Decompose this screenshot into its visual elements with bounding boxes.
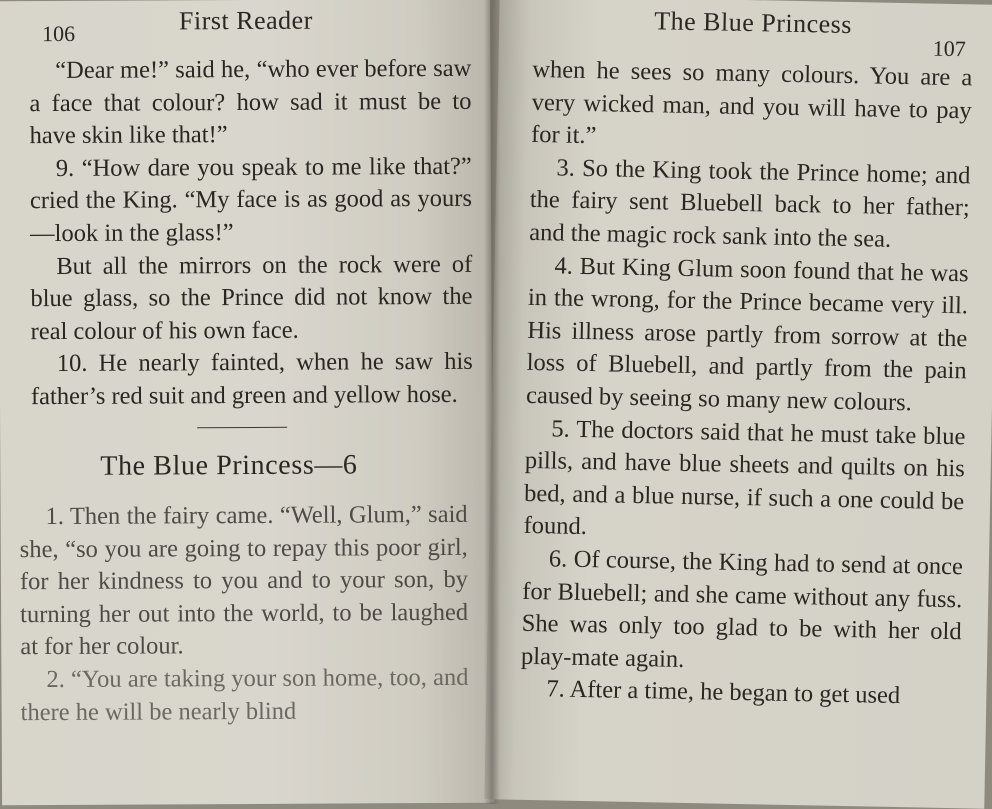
left-body-text [29, 53, 473, 414]
right-page [484, 0, 992, 809]
left-page-number: 106 [42, 20, 76, 47]
right-body-text [520, 54, 972, 714]
left-page [0, 0, 494, 805]
paragraph-10: 10. He nearly fainted, when he saw his father’s red suit and green and yellow hose. [30, 348, 473, 411]
section-divider [197, 427, 287, 428]
right-running-head: The Blue Princess [654, 6, 853, 40]
paragraph-6: 6. Of course, the King had to send at once for Bluebell; and she came without any fuss. She was only too glad to be with her old play-mate again. [520, 545, 964, 673]
book-gutter [484, 0, 500, 804]
chapter-paragraph-2: 2. “You are taking your son home, too, and there he will be nearly blind [20, 663, 469, 726]
paragraph-3: 3. So the King took the Prince home; and the fairy sent Bluebell back to her father; and the magic rock sank into the sea. [528, 154, 971, 253]
chapter-title: The Blue Princess—6 [100, 449, 358, 482]
paragraph-continued: when he sees so many colours. You are a very wicked man, and you will have to pay for it.” [530, 55, 973, 150]
chapter-body-text [20, 499, 469, 729]
paragraph-9-continued: But all the mirrors on the rock were of blue glass, so the Prince did not know the real colour of his own face. [30, 250, 473, 345]
paragraph-9: 9. “How dare you speak to me like that?” cried the King. “My face is as good as yours—look in the glass!” [29, 152, 473, 248]
paragraph-dear-me: “Dear me!” said he, “who ever before saw a face that colour? how sad it must be to have skin like that!” [29, 54, 472, 150]
paragraph-4: 4. But King Glum soon found that he was in the wrong, for the Prince became very ill. His illness arose partly from sorrow at the loss of Bluebell, and partly from the pain caused by seeing so many new colours. [525, 251, 969, 417]
paragraph-5: 5. The doctors said that he must take blue pills, and have blue sheets and quilts on his bed, and a blue nurse, if such a one could be found. [523, 414, 966, 541]
paragraph-7: 7. After a time, he began to get used [546, 675, 901, 710]
chapter-paragraph-1: 1. Then the fairy came. “Well, Glum,” said she, “so you are going to repay this poor girl, for her kindness to you and to your son, by turning her out into the world, to be laughed at for her colour. [19, 500, 469, 661]
right-page-number: 107 [932, 35, 967, 62]
left-running-head: First Reader [178, 5, 313, 36]
